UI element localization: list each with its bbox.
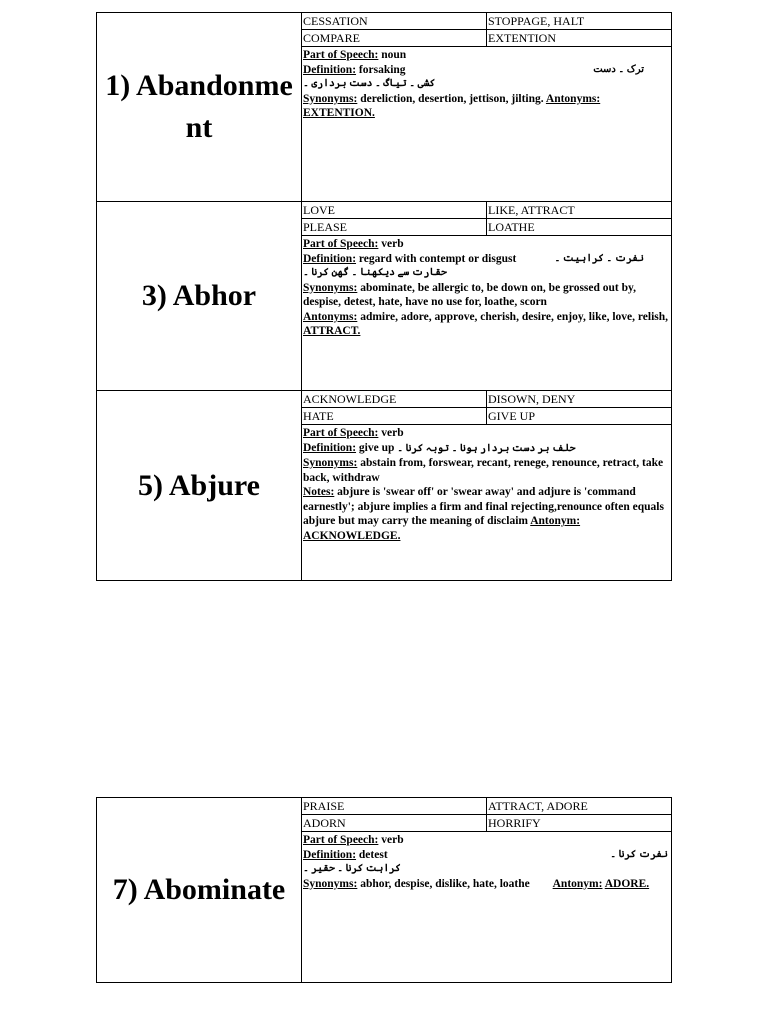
pair-right: HORRIFY [488,816,541,830]
vocab-card-abhor [96,201,672,391]
pair-left: CESSATION [302,13,487,29]
pair-left: LOVE [302,202,487,218]
pair-right: LOATHE [488,220,535,234]
pair-right: EXTENTION [488,31,556,45]
pair-left: PRAISE [302,798,487,814]
definition-block: Part of Speech: verb نفرت کرنا ۔ Definition: detest کراہت کرنا ۔ حقیر ۔ Synonyms: abhor, despise, dislike, hate, loathe Antonym: ADORE. [303,834,668,890]
urdu-translation: حلف بر دست بردار ہونا ۔ توبہ کرنا ۔ [397,442,576,454]
vocab-card-abominate [96,797,672,983]
card-word: 3) Abhor [97,202,302,390]
pair-left: COMPARE [302,30,487,46]
definition-block: Part of Speech: verb Definition: give up حلف بر دست بردار ہونا ۔ توبہ کرنا ۔ Synonyms: abstain from, forswear, recant, renege, renounce, retract, take back, withdraw Notes: abjure is 'swear off' or 'swear away' and adjure is 'command earnestly'; abjure implies a firm and final rejecting,renounce often equals abjure but may carry the meaning of disclaim Antonym: ACKNOWLEDGE. [303,427,664,542]
vocab-card-abandonment [96,12,672,202]
card-content [302,391,671,580]
pair-left: ADORN [302,815,487,831]
card-content [302,13,671,201]
definition-block: Part of Speech: noun ترک ۔ دست Definition: forsaking کشی ۔ تیاگ ۔ دست برداری ۔ Synonyms: dereliction, desertion, jettison, jilting. Antonyms: EXTENTION. [302,47,671,121]
urdu-translation: حقارت سے دیکھنا ۔ گھن کرنا ۔ [303,267,447,278]
pair-right: STOPPAGE, HALT [488,14,585,28]
urdu-translation: نفرت ۔ کراہیت ۔ [554,252,644,264]
urdu-translation: نفرت کرنا ۔ [610,848,668,860]
pair-right: DISOWN, DENY [488,392,576,406]
synonym-pair-row [302,798,671,815]
card-word: 1) Abandonment [97,13,302,201]
synonym-pair-row [302,30,671,47]
pair-right: ATTRACT, ADORE [488,799,588,813]
pair-right: GIVE UP [488,409,535,423]
card-word: 7) Abominate [97,798,302,982]
synonym-pair-row [302,13,671,30]
synonym-pair-row [302,391,671,408]
vocab-card-abjure [96,390,672,581]
urdu-translation: کشی ۔ تیاگ ۔ دست برداری ۔ [303,78,436,89]
pair-left: ACKNOWLEDGE [302,391,487,407]
urdu-translation: کراہت کرنا ۔ حقیر ۔ [303,863,401,874]
synonym-pair-row [302,408,671,425]
card-content [302,798,671,982]
synonym-pair-row [302,219,671,236]
definition-block: Part of Speech: verb نفرت ۔ کراہیت ۔ Definition: regard with contempt or disgust حقارت سے دیکھنا ۔ گھن کرنا ۔ Synonyms: abominate, be allergic to, be down on, be grossed out by, despise, detest, hate, have no use for, loathe, scorn Antonyms: admire, adore, approve, cherish, desire, enjoy, like, love, relish, ATTRACT. [303,238,669,337]
pair-right: LIKE, ATTRACT [488,203,575,217]
urdu-translation: ترک ۔ دست [593,63,644,75]
card-content [302,202,671,390]
synonym-pair-row [302,815,671,832]
pair-left: HATE [302,408,487,424]
card-word: 5) Abjure [97,391,302,580]
pair-left: PLEASE [302,219,487,235]
synonym-pair-row [302,202,671,219]
